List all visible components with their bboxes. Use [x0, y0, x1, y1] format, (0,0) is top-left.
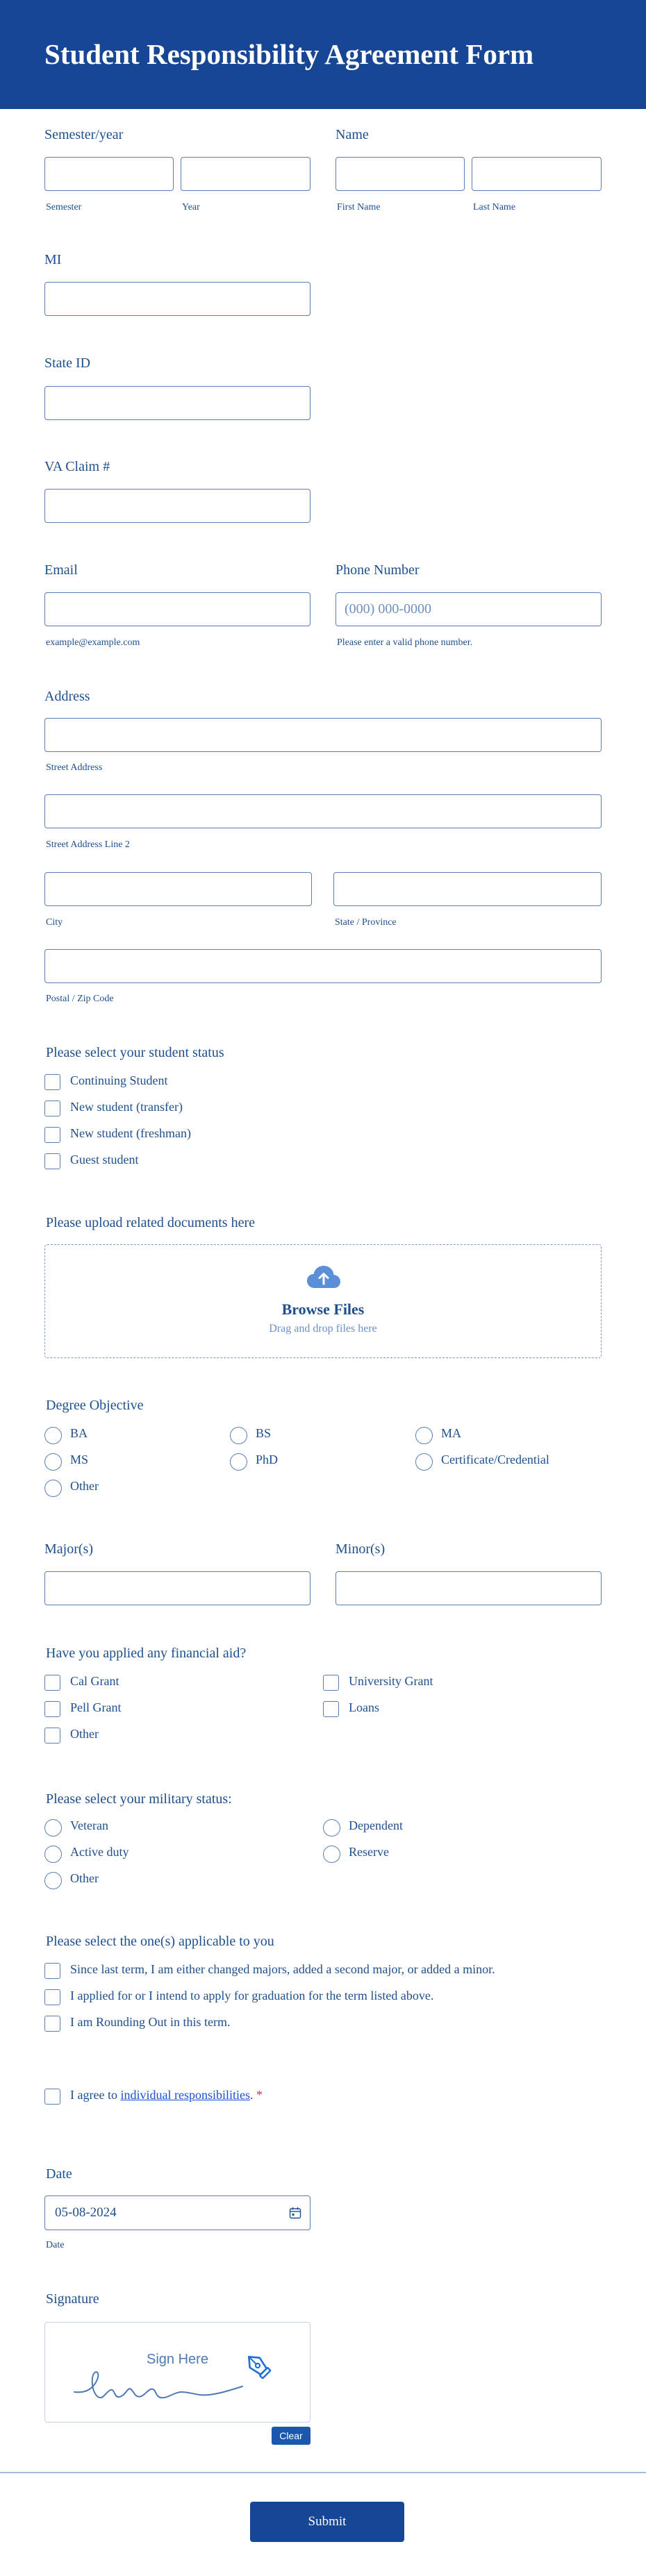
- degree-radio-ba[interactable]: [44, 1427, 62, 1444]
- state-province-input[interactable]: [333, 872, 602, 906]
- aid-option: Cal Grant: [70, 1674, 119, 1688]
- applicable-option: I applied for or I intend to apply for graduation for the term listed above.: [70, 1989, 434, 2002]
- drag-drop-hint: Drag and drop files here: [269, 1323, 377, 1335]
- applicable-label: Please select the one(s) applicable to you: [46, 1934, 274, 1949]
- form-divider: [0, 2472, 646, 2473]
- email-input[interactable]: [44, 592, 310, 626]
- date-input[interactable]: [44, 2196, 310, 2230]
- degree-objective-label: Degree Objective: [46, 1398, 144, 1413]
- last-name-input[interactable]: [472, 157, 602, 191]
- phone-input[interactable]: [336, 592, 602, 626]
- email-sublabel: example@example.com: [46, 637, 140, 648]
- student-status-checkbox-freshman[interactable]: [44, 1127, 60, 1143]
- clear-signature-button[interactable]: Clear: [272, 2427, 310, 2445]
- phone-sublabel: Please enter a valid phone number.: [337, 637, 473, 648]
- applicable-checkbox-graduation[interactable]: [44, 1989, 60, 2005]
- military-radio-active-duty[interactable]: [44, 1846, 62, 1863]
- military-option: Veteran: [70, 1818, 108, 1832]
- degree-option: Other: [70, 1479, 99, 1493]
- applicable-option: Since last term, I am either changed majors, added a second major, or added a minor.: [70, 1962, 495, 1976]
- state-id-input[interactable]: [44, 386, 310, 420]
- majors-input[interactable]: [44, 1571, 310, 1605]
- semester-year-label: Semester/year: [44, 127, 124, 142]
- minors-label: Minor(s): [336, 1541, 386, 1557]
- degree-option: BS: [256, 1426, 272, 1440]
- date-value: 05-08-2024: [55, 2205, 117, 2220]
- submit-button[interactable]: Submit: [250, 2502, 404, 2542]
- student-status-option: New student (freshman): [70, 1126, 191, 1140]
- applicable-checkbox-changed-majors[interactable]: [44, 1963, 60, 1979]
- individual-responsibilities-link[interactable]: individual responsibilities: [120, 2088, 250, 2102]
- va-claim-label: VA Claim #: [44, 459, 110, 474]
- email-label: Email: [44, 562, 78, 578]
- agree-suffix: .: [249, 2088, 254, 2102]
- degree-radio-ma[interactable]: [415, 1427, 433, 1444]
- required-asterisk: *: [256, 2088, 263, 2102]
- form-title: Student Responsibility Agreement Form: [44, 38, 534, 70]
- degree-radio-certificate[interactable]: [415, 1453, 433, 1471]
- address-label: Address: [44, 689, 90, 704]
- date-label: Date: [46, 2166, 72, 2182]
- name-label: Name: [336, 127, 369, 142]
- aid-checkbox-pell-grant[interactable]: [44, 1701, 60, 1717]
- applicable-option: I am Rounding Out in this term.: [70, 2015, 231, 2029]
- financial-aid-label: Have you applied any financial aid?: [46, 1646, 247, 1661]
- last-name-sublabel: Last Name: [473, 202, 516, 212]
- postal-code-sublabel: Postal / Zip Code: [46, 994, 114, 1004]
- va-claim-input[interactable]: [44, 489, 310, 523]
- degree-option: BA: [70, 1426, 88, 1440]
- cloud-upload-icon: [306, 1264, 341, 1289]
- upload-label: Please upload related documents here: [46, 1215, 255, 1230]
- military-option: Active duty: [70, 1845, 129, 1859]
- file-upload-dropzone[interactable]: [44, 1244, 602, 1358]
- agree-label: [70, 2088, 263, 2102]
- aid-checkbox-university-grant[interactable]: [323, 1675, 339, 1691]
- agree-prefix: I agree to: [70, 2088, 121, 2102]
- mi-input[interactable]: [44, 282, 310, 316]
- street-address-line2-input[interactable]: [44, 794, 602, 828]
- state-id-label: State ID: [44, 356, 91, 371]
- applicable-checkbox-rounding-out[interactable]: [44, 2016, 60, 2032]
- street-address-sublabel: Street Address: [46, 762, 103, 773]
- city-sublabel: City: [46, 917, 63, 928]
- semester-input[interactable]: [44, 157, 174, 191]
- student-status-option: New student (transfer): [70, 1100, 183, 1114]
- postal-code-input[interactable]: [44, 949, 602, 983]
- student-status-label: Please select your student status: [46, 1045, 224, 1060]
- military-status-label: Please select your military status:: [46, 1791, 232, 1807]
- military-option: Other: [70, 1871, 99, 1885]
- degree-option: PhD: [256, 1453, 279, 1466]
- signature-pad[interactable]: [44, 2322, 310, 2423]
- semester-sublabel: Semester: [46, 202, 82, 212]
- city-input[interactable]: [44, 872, 312, 906]
- sign-here-placeholder: Sign Here: [147, 2352, 208, 2367]
- military-option: Dependent: [349, 1818, 403, 1832]
- student-status-option: Continuing Student: [70, 1073, 168, 1087]
- year-sublabel: Year: [182, 202, 200, 212]
- student-status-option: Guest student: [70, 1153, 139, 1166]
- degree-radio-bs[interactable]: [230, 1427, 247, 1444]
- form-header: [0, 0, 646, 109]
- browse-files-button[interactable]: Browse Files: [281, 1300, 365, 1318]
- aid-option: University Grant: [349, 1674, 433, 1688]
- minors-input[interactable]: [336, 1571, 602, 1605]
- student-status-checkbox-continuing[interactable]: [44, 1074, 60, 1090]
- military-radio-veteran[interactable]: [44, 1819, 62, 1837]
- military-radio-reserve[interactable]: [323, 1846, 340, 1863]
- pen-nib-icon: [242, 2350, 273, 2381]
- aid-checkbox-loans[interactable]: [323, 1701, 339, 1717]
- state-province-sublabel: State / Province: [335, 917, 397, 928]
- signature-label: Signature: [46, 2291, 99, 2307]
- degree-option: MA: [441, 1426, 462, 1440]
- first-name-input[interactable]: [336, 157, 465, 191]
- mi-label: MI: [44, 252, 62, 267]
- calendar-icon[interactable]: [289, 2207, 301, 2219]
- student-status-checkbox-transfer[interactable]: [44, 1101, 60, 1116]
- aid-checkbox-other[interactable]: [44, 1728, 60, 1743]
- degree-radio-phd[interactable]: [230, 1453, 247, 1471]
- aid-option: Other: [70, 1727, 99, 1741]
- agree-checkbox[interactable]: [44, 2089, 60, 2105]
- aid-option: Pell Grant: [70, 1700, 122, 1714]
- first-name-sublabel: First Name: [337, 202, 381, 212]
- degree-radio-ms[interactable]: [44, 1453, 62, 1471]
- degree-option: Certificate/Credential: [441, 1453, 549, 1466]
- phone-label: Phone Number: [336, 562, 420, 578]
- street-address-input[interactable]: [44, 718, 602, 752]
- degree-radio-other[interactable]: [44, 1480, 62, 1497]
- year-input[interactable]: [181, 157, 310, 191]
- aid-checkbox-cal-grant[interactable]: [44, 1675, 60, 1691]
- degree-option: MS: [70, 1453, 89, 1466]
- aid-option: Loans: [349, 1700, 379, 1714]
- street-address-line2-sublabel: Street Address Line 2: [46, 839, 130, 850]
- military-option: Reserve: [349, 1845, 389, 1859]
- date-sublabel: Date: [46, 2240, 65, 2250]
- majors-label: Major(s): [44, 1541, 93, 1557]
- military-radio-other[interactable]: [44, 1872, 62, 1889]
- student-status-checkbox-guest[interactable]: [44, 1153, 60, 1169]
- military-radio-dependent[interactable]: [323, 1819, 340, 1837]
